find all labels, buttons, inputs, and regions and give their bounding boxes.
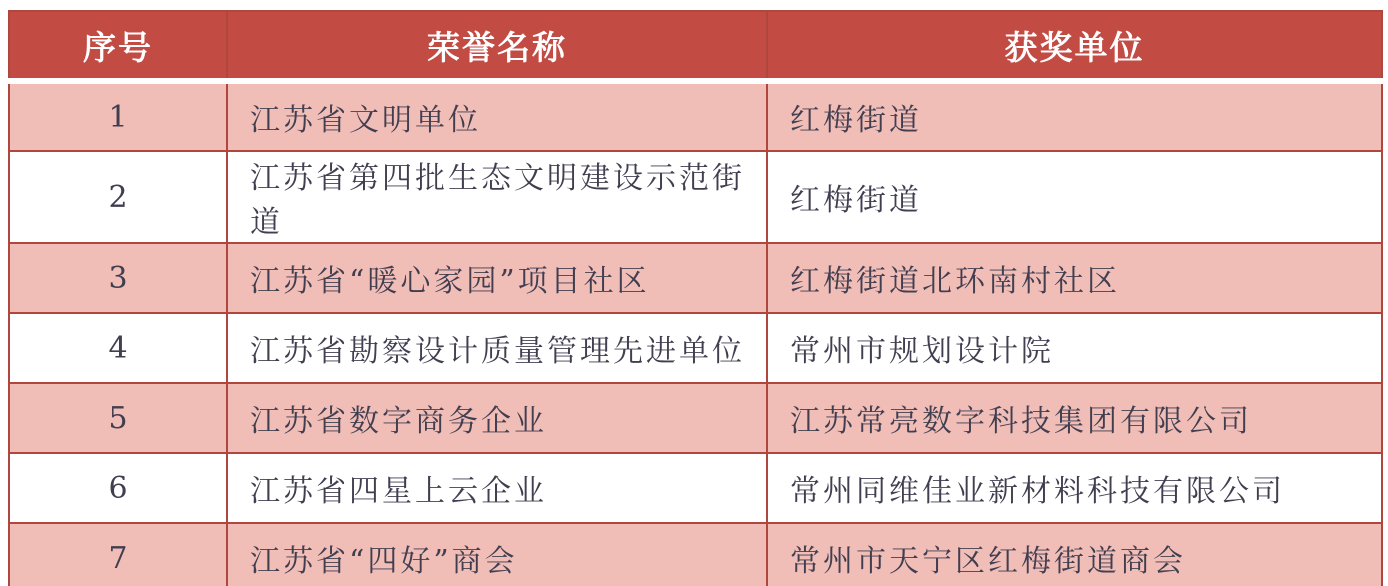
cell-honor: 江苏省数字商务企业 [227, 383, 767, 453]
cell-no: 1 [9, 81, 227, 151]
cell-unit: 红梅街道 [767, 151, 1382, 243]
cell-honor: 江苏省勘察设计质量管理先进单位 [227, 313, 767, 383]
header-cell-honor: 荣誉名称 [227, 11, 767, 81]
cell-unit: 江苏常亮数字科技集团有限公司 [767, 383, 1382, 453]
table-row [9, 523, 1382, 586]
table-row [9, 243, 1382, 313]
cell-unit: 红梅街道 [767, 81, 1382, 151]
cell-no: 5 [9, 383, 227, 453]
table-row [9, 313, 1382, 383]
table-row [9, 453, 1382, 523]
cell-no: 2 [9, 151, 227, 243]
cell-no: 6 [9, 453, 227, 523]
header-cell-unit: 获奖单位 [767, 11, 1382, 81]
cell-honor: 江苏省“暖心家园”项目社区 [227, 243, 767, 313]
cell-honor: 江苏省文明单位 [227, 81, 767, 151]
table-row [9, 151, 1382, 243]
cell-no: 4 [9, 313, 227, 383]
cell-unit: 红梅街道北环南村社区 [767, 243, 1382, 313]
table-row [9, 81, 1382, 151]
cell-unit: 常州同维佳业新材料科技有限公司 [767, 453, 1382, 523]
cell-no: 7 [9, 523, 227, 586]
honor-table [8, 10, 1383, 586]
header-cell-no: 序号 [9, 11, 227, 81]
cell-unit: 常州市规划设计院 [767, 313, 1382, 383]
cell-honor: 江苏省第四批生态文明建设示范街道 [227, 151, 767, 243]
table-row [9, 383, 1382, 453]
cell-honor: 江苏省四星上云企业 [227, 453, 767, 523]
cell-no: 3 [9, 243, 227, 313]
cell-honor: 江苏省“四好”商会 [227, 523, 767, 586]
table-header-row [9, 11, 1382, 81]
cell-unit: 常州市天宁区红梅街道商会 [767, 523, 1382, 586]
